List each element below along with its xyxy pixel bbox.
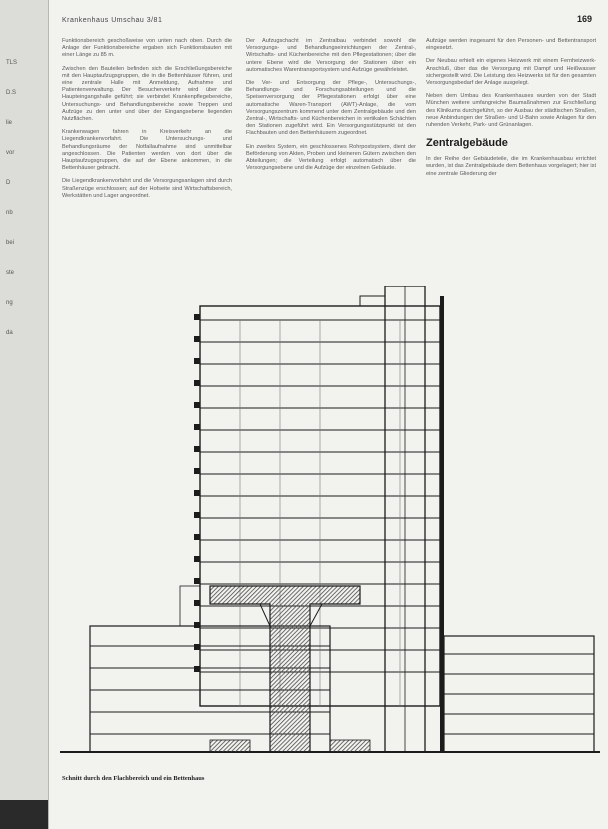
text-column-1 xyxy=(62,38,232,206)
paragraph: Zwischen den Bauteilen befinden sich die Erschließungsbereiche mit den Hauptaufzugsgruppen, die in die Bettenhäuser führen, und eine zentrale Halle mit Anmeldung, Aufnahme und Patientenverwaltung. Der Besucherverkehr wird über die Haupteingangshalle geführt; sie verbindet Krankenpflegebereiche, Untersuchungs- und Behandlungsbereiche sowie Treppen und Aufzüge zu den unter und über der Eingangsebene liegenden Nutzflächen. xyxy=(62,65,232,123)
figure-caption: Schnitt durch den Flachbereich und ein Bettenhaus xyxy=(62,775,205,782)
balcony-edge xyxy=(194,622,200,628)
page-header xyxy=(62,14,596,28)
spine-text-fragment: nb xyxy=(6,210,13,216)
paragraph: Krankenwagen fahren in Kreisverkehr an die Liegendkrankenvorfahrt. Die Untersuchungs- und Behandlungsräume der Notfallaufnahme sind unmittelbar angeschlossen. Die Patienten werden von dort über die Hauptaufzugsgruppen, die auf der Ebene ankommen, in die Bettenhäuser gebracht. xyxy=(62,129,232,172)
paragraph: Neben dem Umbau des Krankenhauses wurden von der Stadt München weitere umfangreiche Baumaßnahmen zur Erschließung des Klinikums durchgeführt, so der Ausbau der städtischen Straßen, neue Anbindungen der Straßen- und U-Bahn sowie Anlagen für den ruhenden Verkehr, Park- und Grünanlagen. xyxy=(426,93,596,129)
page-number: 169 xyxy=(576,14,592,24)
paragraph: Der Aufzugschacht im Zentralbau verbindet sowohl die Versorgungs- und Behandlungseinrichtungen der Zentral-, Wirtschafts- und Küchenbereiche mit den Pflegestationen; über die untere Ebene wird die Versorgung der Stationen über ein automatisches Warentransportsystem und Aufzüge gewährleistet. xyxy=(246,38,416,73)
balcony-edge xyxy=(194,446,200,452)
spine-text-fragment: D xyxy=(6,180,11,186)
balcony-edge xyxy=(194,402,200,408)
balcony-edge xyxy=(194,490,200,496)
spine-text-fragment: D.S xyxy=(6,90,17,96)
balcony-edge xyxy=(194,358,200,364)
paragraph: Ein zweites System, ein geschlossenes Rohrpostsystem, dient der Beförderung von Akten, Proben und kleineren Gütern zwischen den Abteilungen; die Verteilung erfolgt automatisch über die Versorgungsebene und die Aufzüge der einzelnen Gebäude. xyxy=(246,143,416,172)
stair-wall xyxy=(440,296,444,752)
journal-title: Krankenhaus Umschau 3/81 xyxy=(62,17,163,24)
paragraph: Die Ver- und Entsorgung der Pflege-, Untersuchungs-, Behandlungs- und Forschungsabteilungen und die Speisenversorgung der Pflegestationen erfolgt über eine automatische Waren-Transport (AWT)-Anlage, die vom Versorgungszentrum kommend unter dem Zentralgebäude und den Zentral-, Wirtschafts- und Küchenbereichen in vertikalen Schächten den Stationen zugeführt wird. Ein Versorgungsstützpunkt ist den Flachbauten und den Bettenhäusern zugeordnet. xyxy=(246,80,416,137)
balcony-edge xyxy=(194,468,200,474)
spine-text-fragment: da xyxy=(6,330,13,336)
scan-shadow xyxy=(0,800,48,829)
balcony-edge xyxy=(194,336,200,342)
spine-text-fragment: TLS xyxy=(6,60,18,66)
paragraph: Der Neubau erhielt ein eigenes Heizwerk mit einem Fernheizwerk-Anschluß, über das die Versorgung mit Dampf und Heißwasser sichergestellt wird. Die Leistung des Heizwerks ist für den gesamten Versorgungsbedarf der Anlage ausgelegt. xyxy=(426,58,596,87)
paragraph: Funktionsbereich geschoßweise von unten nach oben. Durch die Anlage der Funktionsbereiche ergaben sich Funktionsbauten mit einer Länge zu 85 m. xyxy=(62,38,232,59)
roof-structure xyxy=(360,296,385,306)
balcony-edge xyxy=(194,556,200,562)
spine-text-fragment: bei xyxy=(6,240,15,246)
text-column-2 xyxy=(246,38,416,178)
text-column-3 xyxy=(426,38,596,184)
foundation-block xyxy=(210,740,250,752)
spine-text-fragment: ng xyxy=(6,300,13,306)
paragraph: Aufzüge werden insgesamt für den Personen- und Bettentransport eingesetzt. xyxy=(426,38,596,52)
balcony-edge xyxy=(194,666,200,672)
balcony-edge xyxy=(194,578,200,584)
balcony-edge xyxy=(194,314,200,320)
balcony-edge xyxy=(194,644,200,650)
balcony-edge xyxy=(194,380,200,386)
building-section-svg xyxy=(60,286,600,774)
spine-text-fragment: ste xyxy=(6,270,15,276)
balcony-edge xyxy=(194,600,200,606)
hatched-core-structure xyxy=(210,586,360,752)
foundation-block xyxy=(330,740,370,752)
spine-text-fragment: lie xyxy=(6,120,13,126)
balcony-edge xyxy=(194,512,200,518)
adjacent-page-edge xyxy=(0,0,49,829)
spine-text-fragment: vor xyxy=(6,150,15,156)
section-heading: Zentralgebäude xyxy=(426,137,508,150)
balcony-edge xyxy=(194,424,200,430)
paragraph: Die Liegendkrankenvorfahrt und die Versorgungsanlagen sind durch Straßenzüge erschlossen; auf der Hofseite sind Wirtschaftsbereich, Werkstätten und Lager angeordnet. xyxy=(62,178,232,199)
section-drawing xyxy=(60,286,600,774)
paragraph: In der Reihe der Gebäudeteile, die im Krankenhausbau errichtet wurden, ist das Zentralgebäude dem Bettenhaus vorgelagert; hier ist eine zentrale Gliederung der xyxy=(426,156,596,177)
balcony-edge xyxy=(194,534,200,540)
